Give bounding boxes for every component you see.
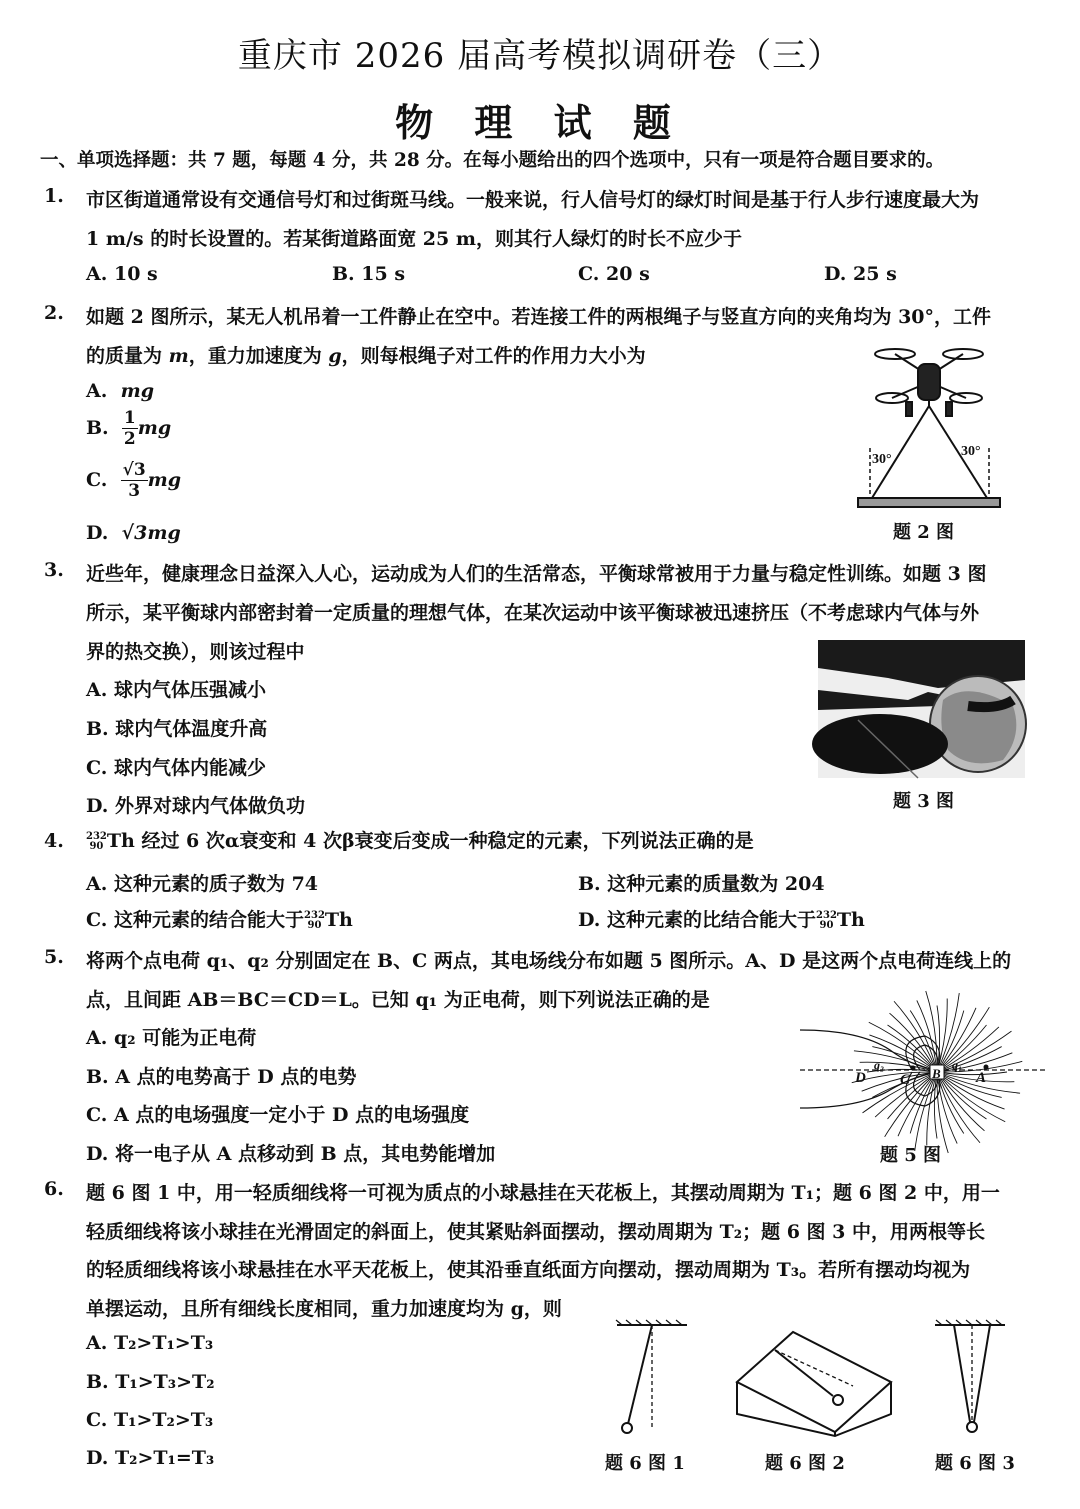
- q1-option-c: C. 20 s: [578, 263, 650, 285]
- q5-option-c: C. A 点的电场强度一定小于 D 点的电场强度: [86, 1104, 470, 1126]
- q5-label-q1: q₁: [952, 1058, 963, 1072]
- q2-angle-left: 30°: [872, 452, 892, 467]
- q6-stem-line2: 轻质细线将该小球挂在光滑固定的斜面上，使其紧贴斜面摆动，摆动周期为 T₂；题 6 图 3 中，用两根等长: [86, 1221, 985, 1243]
- q3-stem-line2: 所示，某平衡球内部密封着一定质量的理想气体，在某次运动中该平衡球被迅速挤压（不考虑球内气体与外: [86, 602, 980, 624]
- q3-option-d: D. 外界对球内气体做负功: [86, 795, 306, 817]
- q3-option-b: B. 球内气体温度升高: [86, 718, 268, 740]
- q2-angle-right: 30°: [961, 444, 981, 459]
- q4-number: 4.: [44, 830, 64, 852]
- q5-label-c: C: [900, 1072, 911, 1088]
- q2-caption: 题 2 图: [893, 522, 955, 543]
- q4-option-d: D. 这种元素的比结合能大于 232 90 Th: [578, 909, 865, 931]
- q6-fig2-incline-pendulum: [735, 1330, 895, 1440]
- q2-option-d: D. √3mg: [86, 522, 181, 544]
- q5-label-b: B: [932, 1066, 941, 1081]
- q6-number: 6.: [44, 1178, 64, 1200]
- q2-stem-line1: 如题 2 图所示，某无人机吊着一工件静止在空中。若连接工件的两根绳子与竖直方向的夹角均为 30°，工件: [86, 306, 992, 328]
- q5-option-b: B. A 点的电势高于 D 点的电势: [86, 1066, 357, 1088]
- q5-option-a: A. q₂ 可能为正电荷: [86, 1027, 257, 1049]
- q4-stem: 232 90 Th 经过 6 次α衰变和 4 次β衰变后变成一种稳定的元素，下列说法正确的是: [86, 830, 754, 852]
- q1-stem-line2: 1 m/s 的时长设置的。若某街道路面宽 25 m，则其行人绿灯的时长不应少于: [86, 228, 742, 250]
- q3-balance-ball-photo: [818, 640, 1025, 778]
- q6-option-a: A. T₂>T₁>T₃: [86, 1332, 214, 1354]
- q2-stem-line2: 的质量为 m，重力加速度为 g，则每根绳子对工件的作用力大小为: [86, 345, 646, 367]
- q2-drone-figure: [850, 340, 1020, 520]
- q3-stem-line3: 界的热交换），则该过程中: [86, 641, 305, 663]
- q2-option-a: A. mg: [86, 380, 154, 402]
- q1-stem-line1: 市区街道通常设有交通信号灯和过街斑马线。一般来说，行人信号灯的绿灯时间是基于行人步行速度最大为: [86, 189, 980, 211]
- q3-number: 3.: [44, 559, 64, 581]
- q3-stem-line1: 近些年，健康理念日益深入人心，运动成为人们的生活常态，平衡球常被用于力量与稳定性训练。如题 3 图: [86, 563, 987, 585]
- q5-stem-line1: 将两个点电荷 q₁、q₂ 分别固定在 B、C 两点，其电场线分布如题 5 图所示。A、D 是这两个点电荷连线上的: [86, 950, 1012, 972]
- subject-title: 物 理 试 题: [395, 100, 685, 145]
- q6-option-c: C. T₁>T₂>T₃: [86, 1409, 214, 1431]
- q5-caption: 题 5 图: [880, 1145, 942, 1166]
- section-heading: 一、单项选择题：共 7 题，每题 4 分，共 28 分。在每小题给出的四个选项中，只有一项是符合题目要求的。: [40, 150, 945, 171]
- q2-option-b: B. $\frac{1}{2}$ mg: [86, 408, 172, 449]
- q6-fig1-pendulum: [612, 1320, 692, 1440]
- q1-option-a: A. 10 s: [86, 263, 158, 285]
- q4-option-c: C. 这种元素的结合能大于 232 90 Th: [86, 909, 353, 931]
- q6-option-b: B. T₁>T₃>T₂: [86, 1371, 215, 1393]
- exam-title: 重庆市 2026 届高考模拟调研卷（三）: [237, 36, 843, 76]
- q6-fig2-caption: 题 6 图 2: [765, 1453, 845, 1474]
- q6-fig3-caption: 题 6 图 3: [935, 1453, 1015, 1474]
- q1-number: 1.: [44, 185, 64, 207]
- q6-fig1-caption: 题 6 图 1: [605, 1453, 685, 1474]
- q5-label-a: A: [976, 1070, 987, 1086]
- q3-option-a: A. 球内气体压强减小: [86, 679, 266, 701]
- q2-option-c: C. $\frac{√3}{3}$ mg: [86, 460, 182, 501]
- q5-label-q2: q₂: [874, 1058, 885, 1072]
- q6-stem-line1: 题 6 图 1 中，用一轻质细线将一可视为质点的小球悬挂在天花板上，其摆动周期为 T₁；题 6 图 2 中，用一: [86, 1182, 1000, 1204]
- q5-stem-line2: 点，且间距 AB＝BC＝CD＝L。已知 q₁ 为正电荷，则下列说法正确的是: [86, 989, 710, 1011]
- q6-option-d: D. T₂>T₁=T₃: [86, 1447, 215, 1469]
- q1-option-b: B. 15 s: [332, 263, 406, 285]
- q3-caption: 题 3 图: [893, 791, 955, 812]
- q5-field-lines-figure: [800, 990, 1045, 1140]
- q4-option-a: A. 这种元素的质子数为 74: [86, 873, 319, 895]
- q1-option-d: D. 25 s: [824, 263, 897, 285]
- q6-stem-line3: 的轻质细线将该小球悬挂在水平天花板上，使其沿垂直纸面方向摆动，摆动周期为 T₃。若所有摆动均视为: [86, 1259, 971, 1281]
- q4-option-b: B. 这种元素的质量数为 204: [578, 873, 825, 895]
- q5-label-d: D: [855, 1070, 866, 1086]
- q5-number: 5.: [44, 946, 64, 968]
- q2-number: 2.: [44, 302, 64, 324]
- q6-fig3-double-string-pendulum: [932, 1320, 1012, 1440]
- q3-option-c: C. 球内气体内能减少: [86, 757, 267, 779]
- q5-option-d: D. 将一电子从 A 点移动到 B 点，其电势能增加: [86, 1143, 496, 1165]
- q6-stem-line4: 单摆运动，且所有细线长度相同，重力加速度均为 g，则: [86, 1298, 562, 1320]
